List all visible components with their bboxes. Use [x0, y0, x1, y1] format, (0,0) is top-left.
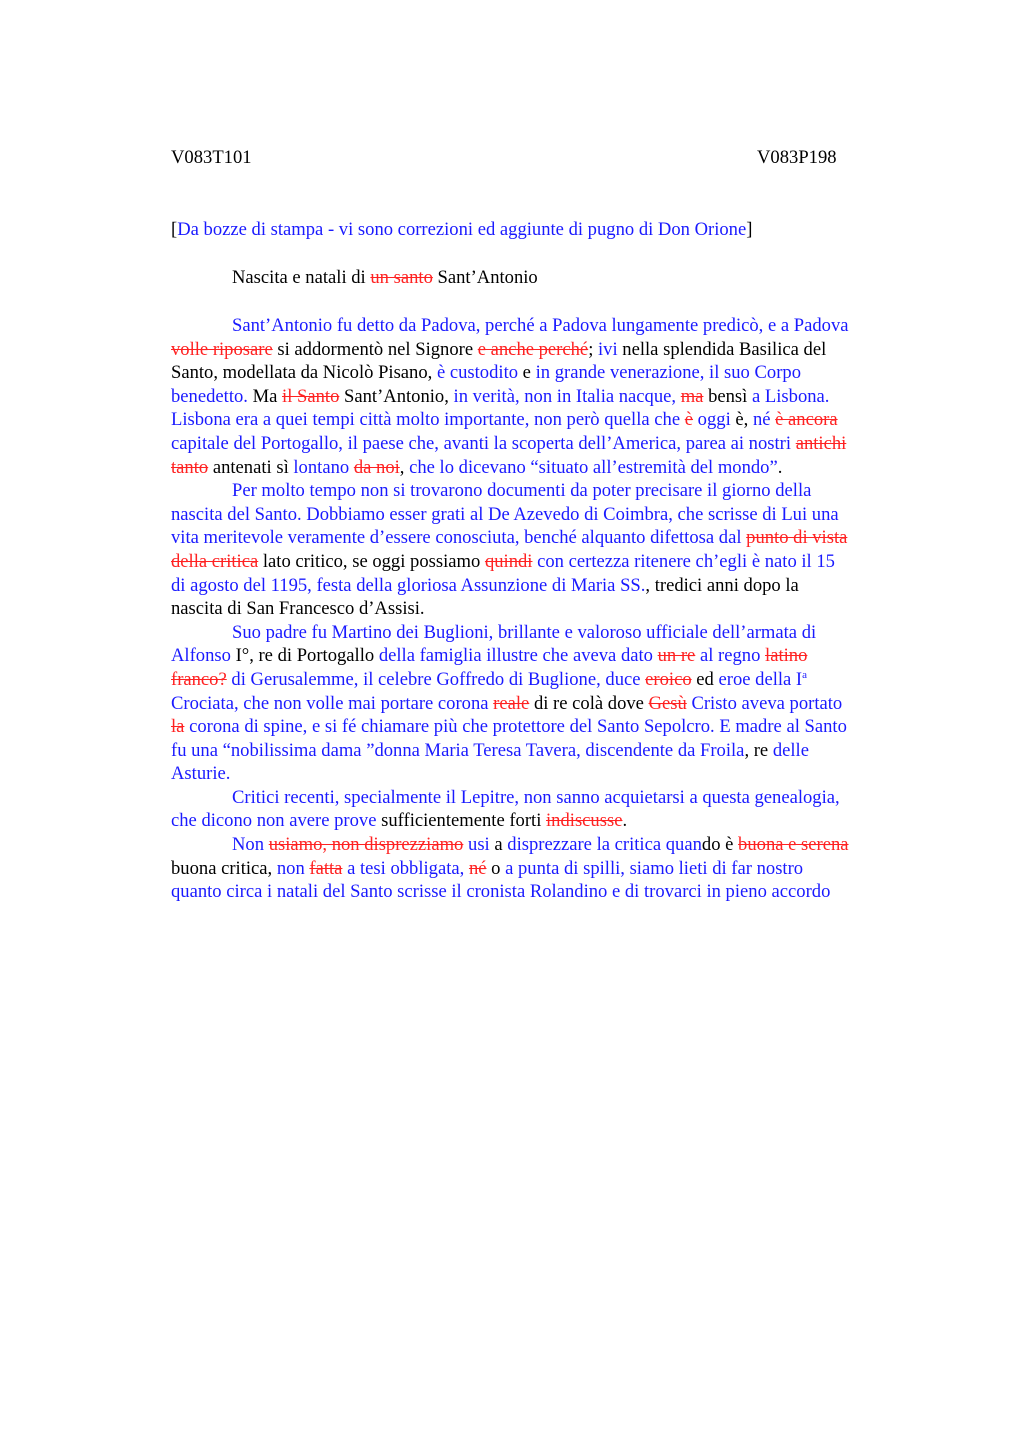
inserted-text: a tesi obbligata,: [347, 857, 465, 879]
inserted-text: eroe della I: [718, 668, 803, 690]
inserted-text: in grande venerazione, il suo Corpo: [535, 362, 801, 384]
inserted-text: al regno: [699, 645, 761, 667]
text-line: [171, 361, 926, 385]
inserted-text: Crociata, che non volle mai portare corona: [171, 692, 489, 714]
inserted-text: disprezzare la critica quan: [507, 834, 702, 856]
inserted-text: di Gerusalemme, il celebre Goffredo di Buglione, duce: [231, 668, 641, 690]
original-text: ;: [588, 338, 599, 360]
text-line: [171, 503, 926, 527]
inserted-text: delle: [772, 739, 809, 761]
original-text: è,: [730, 409, 753, 431]
deleted-text: eroico: [645, 668, 692, 690]
title-deleted: un santo: [370, 267, 433, 288]
text-line: [171, 762, 926, 786]
deleted-text: da noi: [353, 456, 400, 478]
text-line: [171, 385, 926, 409]
inserted-text: Suo padre fu Martino dei Buglioni, brillante e valoroso ufficiale dell’armata di: [232, 621, 817, 643]
inserted-text: che dicono non avere prove: [171, 810, 377, 832]
original-text: e: [518, 362, 536, 384]
inserted-text: in verità, non in Italia nacque,: [453, 385, 677, 407]
inserted-text: Non: [232, 834, 265, 856]
inserted-text: benedetto.: [171, 385, 248, 407]
text-line: [171, 880, 926, 904]
text-line: [171, 621, 926, 645]
original-text: sufficientemente forti: [376, 810, 547, 832]
inserted-text: né: [752, 409, 771, 431]
original-text: nascita di San Francesco d’Assisi.: [171, 598, 425, 620]
original-text: .: [622, 810, 628, 832]
inserted-text: non: [276, 857, 305, 879]
deleted-text: tanto: [171, 456, 209, 478]
text-line: [171, 408, 926, 432]
deleted-text: Gesù: [648, 692, 687, 714]
original-text: antenati sì: [208, 456, 294, 478]
original-text: ed: [691, 668, 719, 690]
inserted-text: nascita del Santo. Dobbiamo esser grati al De Azevedo di Coimbra, che scrisse di Lui una: [171, 503, 839, 525]
text-line: [171, 456, 926, 480]
note-close-bracket: ]: [746, 219, 753, 240]
inserted-text: ivi: [598, 338, 618, 360]
source-note: [171, 218, 931, 242]
deleted-text: volle riposare: [171, 338, 273, 360]
inserted-text: a Lisbona.: [751, 385, 830, 407]
text-line: [171, 550, 926, 574]
text-line: [171, 715, 926, 739]
text-line: [171, 692, 926, 716]
text-line: [171, 432, 926, 456]
section-title: [232, 266, 538, 290]
deleted-text: è: [684, 409, 694, 431]
original-text: , tredici anni dopo la: [645, 574, 799, 596]
original-text: I°, re di Portogallo: [230, 645, 379, 667]
header-right-code: V083P198: [757, 147, 837, 168]
original-text: .: [777, 456, 783, 478]
inserted-text: Asturie.: [171, 763, 231, 785]
original-text: lato critico, se oggi possiamo: [258, 550, 485, 572]
inserted-text: fu una “nobilissima dama ”donna Maria Teresa Tavera, discendente da Froila: [171, 739, 745, 761]
original-text: do è: [701, 834, 739, 856]
inserted-text: vita meritevole veramente d’essere conosciuta, benché alquanto difettosa dal: [171, 527, 747, 549]
text-line: [171, 739, 926, 763]
inserted-text: quanto circa i natali del Santo scrisse il cronista Rolandino e di trovarci in pieno accordo: [171, 881, 831, 903]
original-text: buona critica,: [171, 857, 277, 879]
text-line: [171, 314, 926, 338]
original-text: Santo, modellata da Nicolò Pisano,: [171, 362, 437, 384]
inserted-text: lontano: [293, 456, 350, 478]
deleted-text: un re: [657, 645, 696, 667]
deleted-text: buona e serena: [738, 834, 849, 856]
deleted-text: reale: [493, 692, 530, 714]
deleted-text: quindi: [484, 550, 533, 572]
original-text: di re colà dove: [529, 692, 649, 714]
inserted-text: con certezza ritenere ch’egli è nato il 15: [537, 550, 835, 572]
inserted-text: è custodito: [436, 362, 519, 384]
note-open-bracket: [: [171, 219, 178, 240]
inserted-text: Alfonso: [171, 645, 231, 667]
deleted-text: antichi: [795, 432, 847, 454]
deleted-text: indiscusse: [546, 810, 623, 832]
deleted-text: punto di vista: [746, 527, 848, 549]
inserted-text: della famiglia illustre che aveva dato: [378, 645, 653, 667]
deleted-text: fatta: [309, 857, 343, 879]
body-text: [171, 314, 926, 904]
original-text: Sant’Antonio,: [339, 385, 454, 407]
deleted-text: franco?: [171, 668, 227, 690]
inserted-text: che lo dicevano “situato all’estremità del mondo”: [409, 456, 778, 478]
text-line: [171, 833, 926, 857]
deleted-text: ma: [680, 385, 704, 407]
inserted-text: capitale del Portogallo, il paese che, avanti la scoperta dell’America, parea ai nostri: [171, 432, 796, 454]
inserted-text: Critici recenti, specialmente il Lepitre, non sanno acquietarsi a questa genealogia,: [232, 786, 840, 808]
deleted-text: usiamo, non disprezziamo: [268, 834, 464, 856]
text-line: [171, 597, 926, 621]
deleted-text: latino: [765, 645, 808, 667]
text-line: [171, 809, 926, 833]
text-line: [171, 857, 926, 881]
inserted-text: usi: [468, 834, 490, 856]
deleted-text: è ancora: [775, 409, 838, 431]
inserted-text: Per molto tempo non si trovarono documenti da poter precisare il giorno della: [232, 480, 812, 502]
note-text: Da bozze di stampa - vi sono correzioni ed aggiunte di pugno di Don Orione: [177, 219, 747, 240]
deleted-text: il Santo: [282, 385, 340, 407]
deleted-text: e anche perché: [477, 338, 589, 360]
original-text: , re: [744, 739, 773, 761]
original-text: a: [489, 834, 508, 856]
text-line: [171, 644, 926, 668]
inserted-text: Sant’Antonio fu detto da Padova, perché a Padova lungamente predicò, e a Padova: [232, 315, 849, 336]
original-text: nella splendida Basilica del: [617, 338, 827, 360]
superscript: a: [802, 668, 808, 681]
text-line: [171, 786, 926, 810]
inserted-text: oggi: [697, 409, 731, 431]
title-part-1: Nascita e natali di: [232, 267, 371, 288]
text-line: [171, 668, 926, 692]
original-text: o: [486, 857, 506, 879]
header-left-code: V083T101: [171, 147, 252, 168]
original-text: Ma: [247, 385, 283, 407]
inserted-text: corona di spine, e si fé chiamare più che protettore del Santo Sepolcro. E madre al Santo: [189, 716, 847, 738]
original-text: ,: [399, 456, 410, 478]
inserted-text: Lisbona era a quei tempi città molto importante, non però quella che: [171, 409, 685, 431]
text-line: [171, 479, 926, 503]
original-text: bensì: [703, 385, 752, 407]
deleted-text: né: [468, 857, 487, 879]
inserted-text: di agosto del 1195, festa della gloriosa Assunzione di Maria SS.: [171, 574, 646, 596]
original-text: si addormentò nel Signore: [272, 338, 478, 360]
inserted-text: Cristo aveva portato: [691, 692, 843, 714]
text-line: [171, 526, 926, 550]
deleted-text: della critica: [171, 550, 259, 572]
text-line: [171, 338, 926, 362]
title-part-2: Sant’Antonio: [432, 267, 538, 288]
text-line: [171, 574, 926, 598]
deleted-text: la: [171, 716, 185, 738]
inserted-text: a punta di spilli, siamo lieti di far nostro: [505, 857, 804, 879]
